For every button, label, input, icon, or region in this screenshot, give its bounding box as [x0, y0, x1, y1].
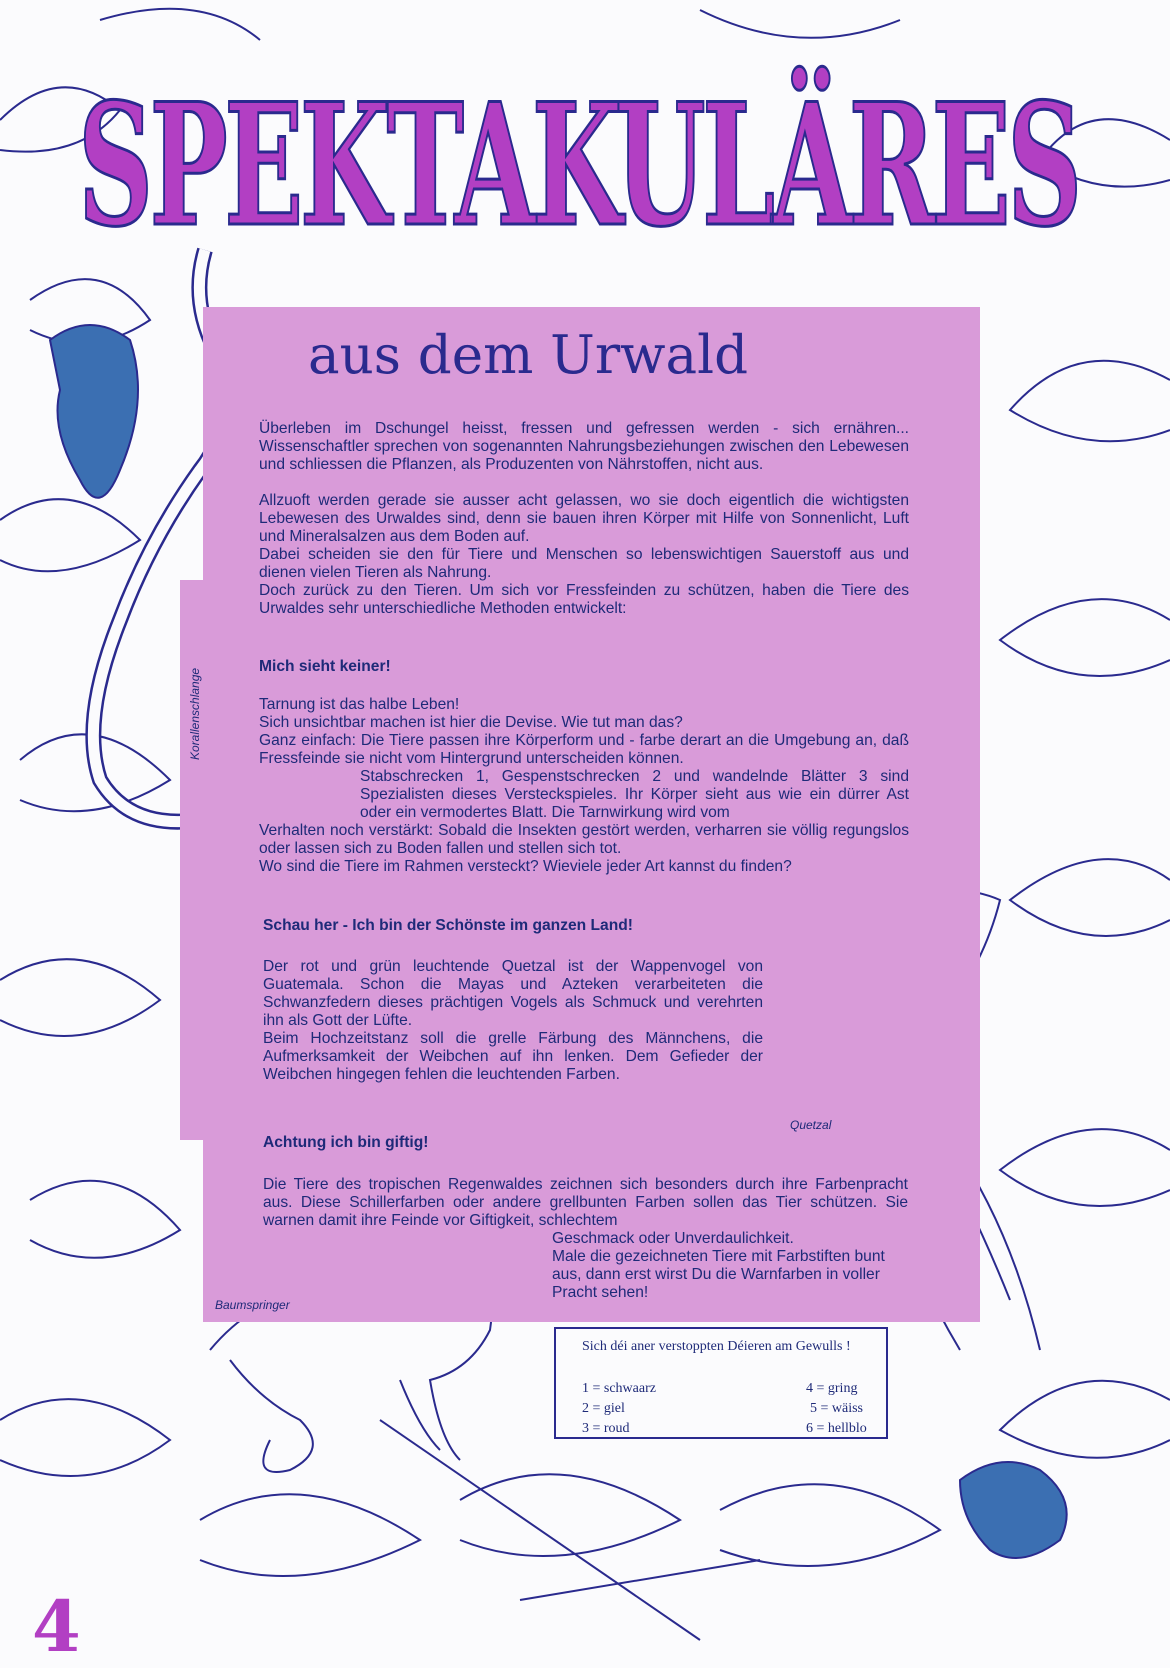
legend-item-1: 1 = schwaarz [582, 1381, 656, 1396]
section1-p5: Verhalten noch verstärkt: Sobald die Insekten gestört werden, verharren sie völlig regungslos oder lassen sich zu Boden fallen und stellen sich tot. [259, 822, 909, 857]
page-number: 4 [32, 1585, 81, 1668]
legend-item-6: 6 = hellblo [806, 1421, 867, 1436]
section3-p1: Die Tiere des tropischen Regenwaldes zeichnen sich besonders durch ihre Farbenpracht aus. Diese Schillerfarben oder andere grellbunten Farben sollen das Tier schützen. Sie warnen damit ihre Feinde vor Giftigkeit, schlechtem [263, 1176, 908, 1229]
section3-p3: Male die gezeichneten Tiere mit Farbstiften bunt aus, dann erst wirst Du die Warnfarben in voller Pracht sehen! [552, 1248, 885, 1301]
legend-item-3: 3 = roud [582, 1421, 630, 1436]
bird-label: Quetzal [790, 1118, 832, 1132]
legend-header: Sich déi aner verstoppten Déieren am Gewulls ! [582, 1339, 851, 1354]
section-heading-quetzal: Schau her - Ich bin der Schönste im ganzen Land! [263, 917, 633, 934]
page-title: SPEKTAKULÄRES [78, 66, 1079, 264]
intro-paragraph-2: Allzuoft werden gerade sie ausser acht gelassen, wo sie doch eigentlich die wichtigsten Lebewesen des Urwaldes sind, denn sie bauen ihren Körper mit Hilfe von Sonnenlicht, Luft und Mineralsalzen aus dem Boden auf. [259, 492, 909, 545]
page-subtitle: aus dem Urwald [308, 325, 749, 386]
section1-p3: Ganz einfach: Die Tiere passen ihre Körperform und - farbe derart an die Umgebung an, daß Fressfeinde sie nicht vom Hintergrund unterscheiden können. [259, 732, 909, 767]
section2-p1: Der rot und grün leuchtende Quetzal ist der Wappenvogel von Guatemala. Schon die Mayas und Azteken verarbeiteten die Schwanzfedern dieses prächtigen Vogels als Schmuck und verehrten ihn als Gott der Lüfte. [263, 958, 763, 1029]
text-panel-extension [180, 580, 220, 1140]
frog-label: Baumspringer [215, 1298, 290, 1312]
section-heading-poison: Achtung ich bin giftig! [263, 1134, 429, 1151]
intro-paragraph-1: Überleben im Dschungel heisst, fressen und gefressen werden - sich ernähren... Wissenschaftler sprechen von sogenannten Nahrungsbeziehungen zwischen den Lebewesen und schliessen die Pflanzen, als Produzenten von Nährstoffen, nicht aus. [259, 420, 909, 473]
section-heading-camouflage: Mich sieht keiner! [259, 658, 391, 675]
section1-p2: Sich unsichtbar machen ist hier die Devise. Wie tut man das? [259, 714, 683, 731]
intro-paragraph-3: Dabei scheiden sie den für Tiere und Menschen so lebenswichtigen Sauerstoff aus und dienen vielen Tieren als Nahrung. [259, 546, 909, 581]
section1-p6: Wo sind die Tiere im Rahmen versteckt? Wieviele jeder Art kannst du finden? [259, 858, 792, 875]
legend-item-2: 2 = giel [582, 1401, 625, 1416]
section3-p2: Geschmack oder Unverdaulichkeit. [552, 1230, 794, 1247]
legend-item-5: 5 = wäiss [810, 1401, 864, 1416]
section2-p2: Beim Hochzeitstanz soll die grelle Färbung des Männchens, die Aufmerksamkeit der Weibchen auf ihn lenken. Dem Gefieder der Weibchen hingegen fehlen die leuchtenden Farben. [263, 1030, 763, 1083]
intro-paragraph-4: Doch zurück zu den Tieren. Um sich vor Fressfeinden zu schützen, haben die Tiere des Urwaldes sehr unterschiedliche Methoden entwickelt: [259, 582, 909, 617]
legend-item-4: 4 = gring [806, 1381, 858, 1396]
color-legend [554, 1327, 888, 1439]
section1-p4: Stabschrecken 1, Gespenstschrecken 2 und wandelnde Blätter 3 sind Spezialisten dieses Versteckspieles. Ihr Körper sieht aus wie ein dürrer Ast oder ein vermodertes Blatt. Die Tarnwirkung wird vom [360, 768, 909, 821]
section1-p1: Tarnung ist das halbe Leben! [259, 696, 460, 713]
snake-label: Korallenschlange [188, 667, 202, 760]
